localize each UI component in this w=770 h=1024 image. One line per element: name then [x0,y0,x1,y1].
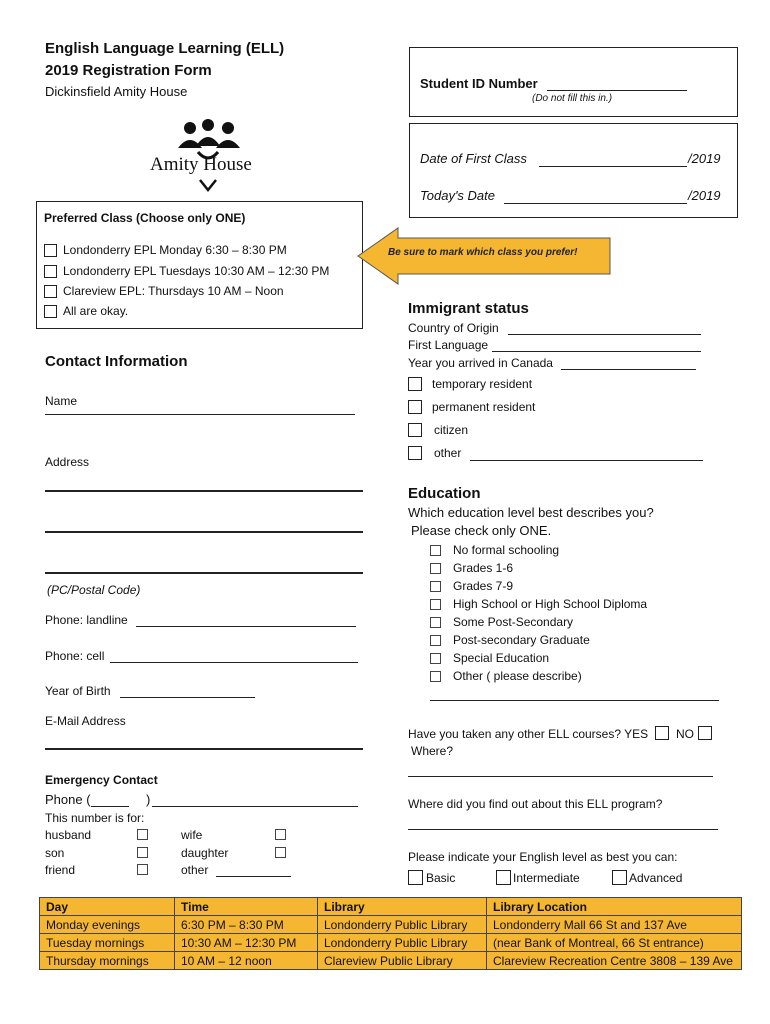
checkbox[interactable] [430,635,441,646]
dates-box [409,123,738,218]
schedule-table [39,897,742,970]
checkbox[interactable] [496,870,511,885]
education-option-grades-1-6[interactable]: Grades 1-6 [430,561,513,575]
logo-text: Amity House [150,154,252,175]
preferred-class-heading: Preferred Class (Choose only ONE) [44,211,246,225]
student-id-note: (Do not fill this in.) [532,93,613,104]
checkbox[interactable] [612,870,627,885]
class-option-all[interactable]: All are okay. [44,304,128,318]
emergency-phone-label: Phone ( [45,792,91,807]
table-cell: Londonderry Public Library [318,934,487,952]
birth-year-label: Year of Birth [45,684,111,698]
first-class-year: /2019 [688,151,721,166]
checkbox[interactable] [430,617,441,628]
relation-friend-label: friend [45,863,76,877]
number-for-label: This number is for: [45,811,145,825]
address-line-2[interactable] [45,531,363,533]
organization-name: Dickinsfield Amity House [45,84,188,99]
arrival-year-field[interactable] [561,357,696,370]
checkbox[interactable] [430,581,441,592]
address-line-1[interactable] [45,490,363,492]
relation-wife-label: wife [181,828,203,842]
postal-code-label: (PC/Postal Code) [47,583,141,597]
no-label: NO [676,727,694,741]
form-title: English Language Learning (ELL) [45,40,285,57]
table-cell: Monday evenings [40,916,175,934]
contact-heading: Contact Information [45,353,188,370]
where-label: Where? [411,744,454,758]
other-courses-question: Have you taken any other ELL courses? YES [408,727,649,741]
first-class-date-field[interactable] [539,151,687,167]
checkbox[interactable] [430,545,441,556]
husband-checkbox[interactable] [137,829,148,840]
landline-label: Phone: landline [45,613,128,627]
status-permanent[interactable]: permanent resident [408,400,535,414]
education-option-post-secondary-graduate[interactable]: Post-secondary Graduate [430,633,590,647]
immigrant-heading: Immigrant status [408,300,529,317]
table-header-row [40,898,742,916]
address-line-3[interactable] [45,572,363,574]
friend-checkbox[interactable] [137,864,148,875]
checkbox[interactable] [44,285,57,298]
name-label: Name [45,394,78,408]
table-cell: Londonderry Public Library [318,916,487,934]
level-advanced[interactable]: Advanced [612,870,682,885]
class-option-monday[interactable]: Londonderry EPL Monday 6:30 – 8:30 PM [44,243,287,257]
arrival-year-label: Year you arrived in Canada [408,356,553,370]
son-checkbox[interactable] [137,847,148,858]
reminder-text: Be sure to mark which class you prefer! [388,247,578,258]
student-id-box [409,47,738,117]
education-option-grades-7-9[interactable]: Grades 7-9 [430,579,513,593]
header-library: Library [318,898,487,916]
first-class-label: Date of First Class [420,151,527,166]
table-cell: 10:30 AM – 12:30 PM [175,934,318,952]
today-date-year: /2019 [688,188,721,203]
relation-other-label: other [181,863,209,877]
preferred-class-box [36,201,363,329]
amity-house-logo [148,118,268,193]
checkbox[interactable] [408,870,423,885]
language-field[interactable] [492,339,701,352]
header-location: Library Location [487,898,742,916]
level-intermediate[interactable]: Intermediate [496,870,580,885]
status-temporary[interactable]: temporary resident [408,377,532,391]
class-option-tuesday[interactable]: Londonderry EPL Tuesdays 10:30 AM – 12:30 PM [44,264,329,278]
checkbox[interactable] [408,400,422,414]
cell-label: Phone: cell [45,649,105,663]
emergency-phone-field[interactable] [152,793,358,807]
wife-checkbox[interactable] [275,829,286,840]
emergency-area-code-field[interactable] [91,793,129,807]
education-option-special[interactable]: Special Education [430,651,549,665]
education-instruction: Please check only ONE. [411,523,552,538]
country-label: Country of Origin [408,321,499,335]
relation-other-field[interactable] [216,864,291,877]
education-option-other[interactable]: Other ( please describe) [430,669,582,683]
student-id-field[interactable] [547,76,687,91]
form-subtitle: 2019 Registration Form [45,62,212,79]
level-basic[interactable]: Basic [408,870,455,885]
status-other[interactable]: other [408,446,461,460]
checkbox[interactable] [430,563,441,574]
email-field[interactable] [45,748,363,750]
checkbox[interactable] [44,265,57,278]
table-row [40,916,742,934]
no-checkbox[interactable] [698,726,712,740]
birth-year-field[interactable] [120,685,255,698]
today-date-label: Today's Date [420,188,495,203]
table-row [40,952,742,970]
table-cell: Clareview Recreation Centre 3808 – 139 Ave [487,952,742,970]
email-label: E-Mail Address [45,714,126,728]
table-cell: Thursday mornings [40,952,175,970]
table-cell: 6:30 PM – 8:30 PM [175,916,318,934]
education-heading: Education [408,485,481,502]
relation-daughter-label: daughter [181,846,229,860]
table-cell: Londonderry Mall 66 St and 137 Ave [487,916,742,934]
checkbox[interactable] [408,446,422,460]
header-time: Time [175,898,318,916]
find-program-field[interactable] [408,819,718,830]
relation-son-label: son [45,846,65,860]
yes-checkbox[interactable] [655,726,669,740]
checkbox[interactable] [408,377,422,391]
education-option-none[interactable]: No formal schooling [430,543,559,557]
emergency-phone-close: ) [146,792,151,807]
daughter-checkbox[interactable] [275,847,286,858]
checkbox[interactable] [430,671,441,682]
relation-husband-label: husband [45,828,92,842]
checkbox[interactable] [430,653,441,664]
where-field[interactable] [408,766,713,777]
today-date-field[interactable] [504,188,687,204]
emergency-heading: Emergency Contact [45,773,158,787]
checkbox[interactable] [44,305,57,318]
address-label: Address [45,455,90,469]
reminder-arrow [356,226,612,286]
landline-field[interactable] [136,614,356,627]
education-option-high-school[interactable]: High School or High School Diploma [430,597,647,611]
checkbox[interactable] [408,423,422,437]
header-day: Day [40,898,175,916]
language-label: First Language [408,338,489,352]
table-cell: 10 AM – 12 noon [175,952,318,970]
table-cell: (near Bank of Montreal, 66 St entrance) [487,934,742,952]
education-option-some-post-secondary[interactable]: Some Post-Secondary [430,615,573,629]
education-other-field[interactable] [430,690,719,701]
table-cell: Clareview Public Library [318,952,487,970]
table-row [40,934,742,952]
name-field[interactable] [45,414,355,415]
status-other-field[interactable] [470,448,703,461]
class-option-thursday[interactable]: Clareview EPL: Thursdays 10 AM – Noon [44,284,284,298]
find-program-question: Where did you find out about this ELL program? [408,797,663,811]
education-question: Which education level best describes you? [408,505,654,520]
status-citizen[interactable]: citizen [408,423,468,437]
cell-field[interactable] [110,650,358,663]
country-field[interactable] [508,322,701,335]
student-id-label: Student ID Number [420,76,538,91]
checkbox[interactable] [430,599,441,610]
checkbox[interactable] [44,244,57,257]
table-cell: Tuesday mornings [40,934,175,952]
english-level-question: Please indicate your English level as best you can: [408,850,678,864]
